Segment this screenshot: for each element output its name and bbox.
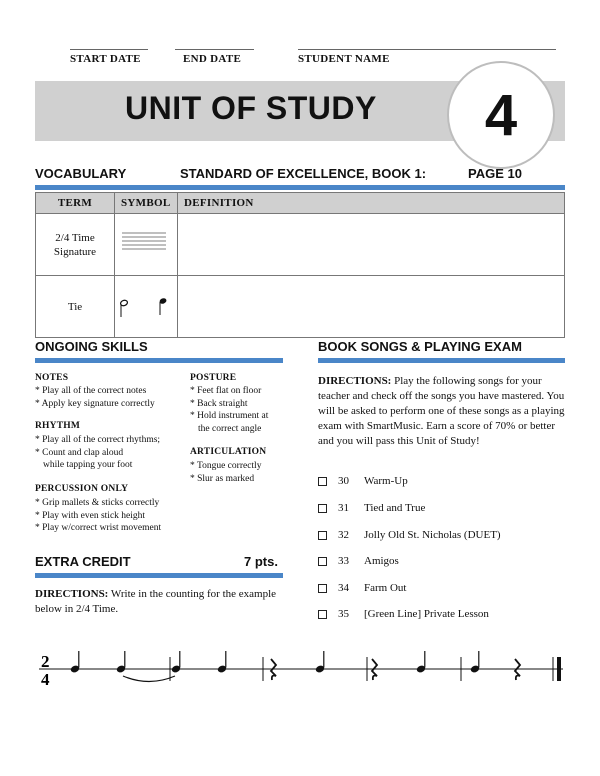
end-date-label: END DATE <box>183 53 242 65</box>
start-date-line <box>70 49 148 50</box>
definition-cell[interactable] <box>178 276 565 338</box>
rhythm-staff <box>35 645 570 693</box>
quarter-note <box>315 651 325 674</box>
quarter-note <box>116 651 126 674</box>
song-checkbox[interactable] <box>318 504 327 513</box>
list-item: * Play all of the correct rhythms; <box>35 435 161 445</box>
symbol-cell <box>115 214 178 276</box>
list-item: * Play w/correct wrist movement <box>35 523 162 533</box>
song-title: Amigos <box>364 555 399 567</box>
book-songs-heading: BOOK SONGS & PLAYING EXAM <box>318 339 522 354</box>
ongoing-skills-divider <box>35 358 283 363</box>
song-title: Farm Out <box>364 582 407 594</box>
list-item: * Tongue correctly <box>190 461 262 471</box>
articulation-list <box>190 460 261 485</box>
list-item: while tapping your foot <box>43 460 133 470</box>
list-item: * Play with even stick height <box>35 510 146 521</box>
song-title: [Green Line] Private Lesson <box>364 608 489 620</box>
term-line: Signature <box>53 245 97 258</box>
percussion-list <box>35 497 161 535</box>
column-definition: DEFINITION <box>178 193 565 214</box>
song-item[interactable] <box>318 553 399 569</box>
song-item[interactable] <box>318 580 406 596</box>
vocabulary-heading: VOCABULARY <box>35 166 127 181</box>
vocabulary-table <box>35 192 565 338</box>
song-checkbox[interactable] <box>318 584 327 593</box>
list-item: * Hold instrument at <box>190 411 269 421</box>
list-item: * Play all of the correct notes <box>35 386 147 396</box>
list-item: * Apply key signature correctly <box>35 398 155 409</box>
time-signature-bottom: 4 <box>41 670 50 689</box>
posture-list <box>190 385 268 435</box>
quarter-note <box>217 651 227 674</box>
articulation-heading: ARTICULATION <box>190 447 267 457</box>
percussion-heading: PERCUSSION ONLY <box>35 484 129 494</box>
final-barline-thick <box>557 657 561 681</box>
song-checkbox[interactable] <box>318 531 327 540</box>
song-item[interactable] <box>318 500 425 516</box>
page-title: UNIT OF STUDY <box>125 90 377 126</box>
table-row <box>36 276 565 338</box>
term-cell <box>36 276 115 338</box>
quarter-note <box>171 651 181 674</box>
quarter-note <box>470 651 480 674</box>
column-symbol: SYMBOL <box>115 193 178 214</box>
song-item[interactable] <box>318 527 501 543</box>
term-line: 2/4 Time <box>55 231 95 244</box>
start-date-label: START DATE <box>70 53 141 65</box>
tie-arc <box>123 676 175 682</box>
definition-cell[interactable] <box>178 214 565 276</box>
extra-credit-directions <box>35 587 283 617</box>
song-number: 33 <box>338 555 349 567</box>
song-title: Jolly Old St. Nicholas (DUET) <box>364 529 501 541</box>
ongoing-skills-heading: ONGOING SKILLS <box>35 339 148 354</box>
directions-label: DIRECTIONS: <box>318 375 392 387</box>
unit-number-circle <box>447 61 555 169</box>
list-item: the correct angle <box>198 423 262 434</box>
song-checkbox[interactable] <box>318 610 327 619</box>
song-number: 32 <box>338 529 349 541</box>
directions-label: DIRECTIONS: <box>35 588 109 600</box>
song-item[interactable] <box>318 606 489 622</box>
rhythm-heading: RHYTHM <box>35 421 81 431</box>
song-number: 30 <box>338 475 349 487</box>
song-title: Tied and True <box>364 502 426 514</box>
unit-number: 4 <box>484 82 518 148</box>
posture-heading: POSTURE <box>190 373 237 383</box>
notes-list <box>35 385 155 410</box>
vocabulary-book: STANDARD OF EXCELLENCE, BOOK 1: <box>180 166 427 181</box>
song-item[interactable] <box>318 473 408 489</box>
vocabulary-divider <box>35 185 565 190</box>
student-name-line <box>298 49 556 50</box>
directions-text: Write in the counting for the example below in 2/4 Time. <box>35 588 277 615</box>
staff-lines-icon <box>116 215 176 271</box>
extra-credit-divider <box>35 573 283 578</box>
song-number: 31 <box>338 502 349 514</box>
song-number: 35 <box>338 608 349 620</box>
table-header-row <box>36 193 565 214</box>
list-item: * Count and clap aloud <box>35 447 124 458</box>
term-line: Tie <box>67 300 83 313</box>
notes-heading: NOTES <box>35 373 69 383</box>
term-cell <box>36 214 115 276</box>
book-songs-divider <box>318 358 565 363</box>
list-item: * Back straight <box>190 398 248 409</box>
student-name-label: STUDENT NAME <box>298 53 390 65</box>
rhythm-list <box>35 434 160 472</box>
directions-text: Play the following songs for your teacher and check off the songs you have mastered. You will be asked to perform one of these songs as a playing exam with SmartMusic. Earn a score of 70% or better and you will pass this Unit of Study! <box>318 375 565 447</box>
tied-notes-icon <box>116 277 176 333</box>
column-term: TERM <box>36 193 115 214</box>
list-item: * Feet flat on floor <box>190 386 262 396</box>
quarter-note <box>416 651 426 674</box>
symbol-cell <box>115 276 178 338</box>
vocabulary-page: PAGE 10 <box>468 166 522 181</box>
extra-credit-points: 7 pts. <box>244 554 278 569</box>
table-row <box>36 214 565 276</box>
song-checkbox[interactable] <box>318 557 327 566</box>
song-checkbox[interactable] <box>318 477 327 486</box>
list-item: * Grip mallets & sticks correctly <box>35 498 160 508</box>
book-songs-directions <box>318 374 566 449</box>
song-number: 34 <box>338 582 349 594</box>
extra-credit-heading: EXTRA CREDIT <box>35 554 131 569</box>
song-title: Warm-Up <box>364 475 408 487</box>
quarter-note <box>70 651 80 674</box>
time-signature-top: 2 <box>41 652 50 671</box>
end-date-line <box>175 49 254 50</box>
list-item: * Slur as marked <box>190 473 255 484</box>
